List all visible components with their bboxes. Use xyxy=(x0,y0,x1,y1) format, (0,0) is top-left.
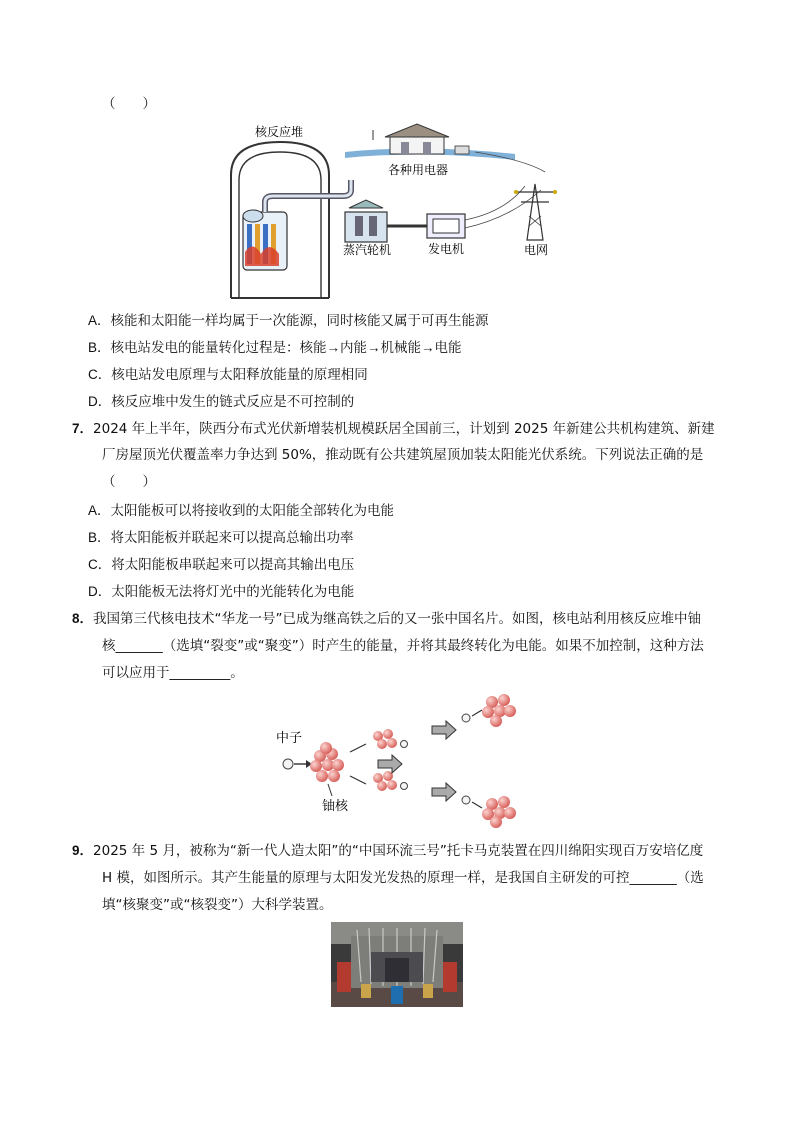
option-text: 太阳能板可以将接收到的太阳能全部转化为电能 xyxy=(110,503,395,518)
q8-number: 8． xyxy=(72,611,94,626)
next-nucleus-upper xyxy=(482,694,516,727)
q7-option-a xyxy=(88,502,394,520)
option-text: 将太阳能板串联起来可以提高其输出电压 xyxy=(111,557,355,572)
option-letter: B． xyxy=(88,530,111,545)
option-text: 核电站发电的能量转化过程是：核能→内能→机械能→电能 xyxy=(110,340,462,355)
q8-stem-line2: 核_______（选填“裂变”或“聚变”）时产生的能量，并将其最终转化为电能。如果不加控制，这种方法 xyxy=(102,638,704,654)
q6-option-a xyxy=(88,312,489,330)
q9-stem-line3: 填“核聚变”或“核裂变”）大科学装置。 xyxy=(102,897,333,913)
option-letter: A． xyxy=(88,503,111,518)
option-letter: B． xyxy=(88,340,111,355)
option-letter: C． xyxy=(88,557,112,572)
q7-paren: （ ） xyxy=(102,474,156,490)
transmission-tower xyxy=(514,184,557,240)
option-text: 太阳能板无法将灯光中的光能转化为电能 xyxy=(111,584,355,599)
block-arrow xyxy=(378,755,402,773)
q7-stem-line1 xyxy=(72,420,715,438)
block-arrow xyxy=(432,783,456,801)
option-letter: D． xyxy=(88,394,112,409)
neutron-label: 中子 xyxy=(276,731,303,746)
fragment-upper xyxy=(373,729,397,749)
q9-number: 9． xyxy=(72,843,94,858)
incoming-neutron xyxy=(283,759,293,769)
q7-option-c xyxy=(88,556,354,574)
q9-text: 2025 年 5 月，被称为“新一代人造太阳”的“中国环流三号”托卡马克装置在四川绵阳实现百万安培亿度 xyxy=(93,843,704,859)
reactor-label: 核反应堆 xyxy=(255,125,304,139)
next-nucleus-lower xyxy=(482,796,516,828)
option-text: 核反应堆中发生的链式反应是不可控制的 xyxy=(111,394,355,409)
option-letter: D． xyxy=(88,584,112,599)
q6-option-c xyxy=(88,366,368,384)
q7-stem-line2: 厂房屋顶光伏覆盖率力争达到 50%，推动既有公共建筑屋顶加装太阳能光伏系统。下列说法正确的是 xyxy=(102,447,704,463)
grid-label: 电网 xyxy=(524,243,549,257)
turbine-label: 蒸汽轮机 xyxy=(343,243,392,257)
option-text: 核能和太阳能一样均属于一次能源，同时核能又属于可再生能源 xyxy=(110,313,489,328)
q8-text: 我国第三代核电技术“华龙一号”已成为继高铁之后的又一张中国名片。如图，核电站利用核反应堆中铀 xyxy=(93,611,702,627)
generator-label: 发电机 xyxy=(428,242,465,256)
q6-option-d xyxy=(88,393,354,411)
q9-stem-line2: H 模，如图所示。其产生能量的原理与太阳发光发热的原理一样，是我国自主研发的可控_______（选 xyxy=(102,870,704,886)
tokamak-photo xyxy=(331,922,463,1007)
q7-text: 2024 年上半年，陕西分布式光伏新增装机规模跃居全国前三，计划到 2025 年新建公共机构建筑、新建 xyxy=(93,421,715,437)
fission-diagram xyxy=(270,688,530,828)
q8-stem-line3: 可以应用于_________。 xyxy=(102,665,244,681)
q8-stem-line1 xyxy=(72,610,701,628)
option-letter: C． xyxy=(88,367,112,382)
q7-option-b xyxy=(88,529,354,547)
q6-paren: （ ） xyxy=(102,96,156,112)
option-text: 核电站发电原理与太阳释放能量的原理相同 xyxy=(111,367,368,382)
uranium-nucleus xyxy=(310,742,344,782)
appliances-label: 各种用电器 xyxy=(388,163,449,177)
option-text: 将太阳能板并联起来可以提高总输出功率 xyxy=(110,530,354,545)
fragment-lower xyxy=(373,771,397,791)
nuclear-plant-figure xyxy=(225,120,585,305)
q9-stem-line1 xyxy=(72,842,703,860)
option-letter: A． xyxy=(88,313,111,328)
uranium-label: 铀核 xyxy=(322,799,349,814)
q7-number: 7． xyxy=(72,421,94,436)
block-arrow xyxy=(432,721,456,739)
q6-option-b xyxy=(88,339,462,357)
q7-option-d xyxy=(88,583,354,601)
